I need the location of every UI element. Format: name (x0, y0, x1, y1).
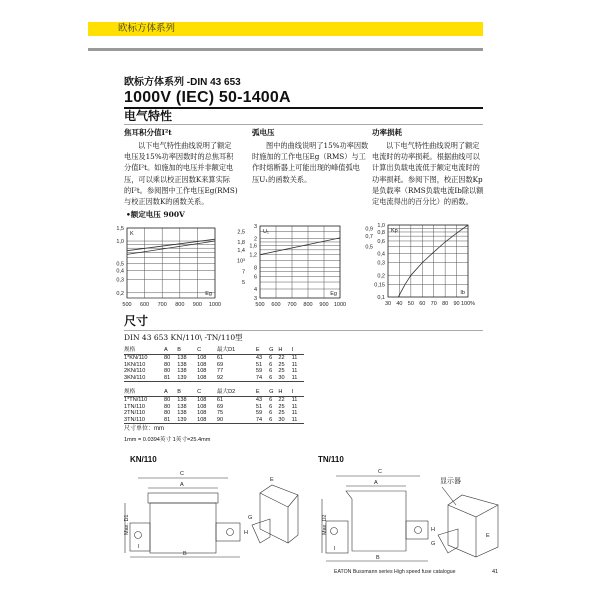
table-cell: 138 (177, 403, 187, 410)
dimensions-table-tn (124, 388, 304, 424)
paragraph-line: 功率损耗。参阅下图，校正因数Kp (372, 174, 483, 184)
table-cell: 11 (292, 375, 304, 382)
paragraph-line: 电流时的功率损耗。根据曲线可以 (372, 152, 480, 162)
table-cell: 最大D2 (217, 388, 256, 397)
y-tick-label: 0,4 (377, 251, 385, 258)
section-heading-dimensions: 尺寸 (124, 314, 149, 328)
table-cell: 11 (291, 361, 298, 368)
table-cell: 108 (197, 397, 207, 403)
arc-voltage-chart (224, 218, 346, 310)
x-tick-label: 700 (157, 302, 167, 308)
table-cell: G (269, 346, 278, 355)
table-cell: 3KN/110 (124, 375, 164, 382)
table-cell: I (292, 388, 304, 397)
x-tick-label: 600 (140, 302, 150, 308)
table-cell: 11 (291, 368, 298, 374)
drawing-label-kn: KN/110 (130, 455, 157, 464)
table-cell: 59 (255, 410, 263, 416)
paragraph-line: 计算出负载电流低于额定电流时的 (372, 163, 480, 173)
x-tick-label: 1000 (333, 302, 346, 308)
y-tick-label: 8 (253, 265, 257, 272)
mounting-hole (331, 528, 338, 535)
x-tick-label: 40 (396, 301, 403, 307)
y-tick-label: 0,3 (116, 277, 124, 284)
paragraph-line: 压，可以乘以校正因数K来算实际 (124, 174, 230, 184)
y-tick-label: 1,5 (116, 226, 124, 232)
x-tick-label: 900 (192, 302, 202, 308)
mounting-hole (135, 532, 142, 539)
table-cell: 108 (197, 361, 207, 368)
table-cell: 138 (177, 355, 187, 361)
paragraph-line: 压U₁的函数关系。 (252, 174, 312, 184)
paragraph-line: 是负载率（RMS负载电流Ib除以额 (372, 185, 484, 195)
table-cell: 108 (197, 410, 207, 416)
table-cell: 81 (164, 417, 177, 424)
table-row (124, 355, 304, 362)
table-cell: 74 (256, 375, 269, 382)
table-cell: 6 (269, 368, 273, 374)
table-cell: 25 (278, 368, 285, 374)
table-cell: 108 (197, 375, 217, 382)
table-cell: 90 (217, 417, 256, 424)
y-axis-label: U₁ (263, 229, 269, 235)
dim-label: C (180, 471, 184, 477)
paragraph (252, 140, 368, 185)
section-heading-electrical: 电气特性 (124, 109, 173, 123)
power-loss-chart (350, 217, 478, 310)
dim-label: A (374, 480, 378, 486)
x-axis-label: Ib (460, 290, 465, 296)
y-tick-label: 10³ (237, 258, 245, 265)
table-cell: 规格 (124, 346, 164, 355)
rating-title: 1000V (IEC) 50-1400A (124, 89, 291, 106)
table-cell: 2KN/110 (124, 368, 146, 374)
x-tick-label: 800 (303, 302, 313, 308)
table-cell: 6 (269, 361, 273, 368)
x-tick-label: 500 (122, 302, 132, 308)
table-cell: 51 (255, 361, 263, 368)
table-cell: 80 (164, 397, 171, 403)
k-factor-chart (100, 220, 225, 310)
x-tick-label: 600 (271, 302, 281, 308)
fuse-3d-view (260, 485, 298, 543)
fuse-body (150, 503, 216, 553)
table-cell: E (256, 388, 269, 397)
table-cell: 6 (269, 403, 273, 410)
paragraph-line: 作时熔断器上可能出现的峰值弧电 (252, 163, 360, 173)
table-cell: A (164, 346, 177, 355)
dim-label: B (183, 551, 187, 557)
paragraph-line: 时施加的工作电压Eg（RMS）与工 (252, 152, 366, 162)
table-cell: 108 (197, 368, 207, 374)
column-heading: 焦耳积分值I²t (124, 128, 172, 137)
table-cell: B (177, 346, 197, 355)
table-cell: 139 (177, 417, 197, 424)
table-cell: G (269, 388, 278, 397)
dim-label: G (431, 541, 436, 547)
table-cell: 22 (278, 355, 285, 361)
table-cell: 11 (291, 355, 298, 361)
y-tick-label: 4 (253, 287, 257, 294)
conversion-note: 1mm = 0.0394英寸 1英寸=25.4mm (124, 437, 211, 443)
y-tick-label: 0,5 (116, 261, 124, 268)
paragraph-line: 电压及15%功率因数时的总焦耳积 (124, 152, 234, 162)
y-tick-label: 2,5 (237, 229, 245, 236)
y-tick-label: 0,8 (377, 229, 385, 236)
divider (124, 330, 483, 331)
plot-frame (260, 226, 340, 298)
mounting-hole (227, 529, 234, 536)
units-note: 尺寸单位：mm (124, 426, 164, 432)
paragraph-line: 以下电气特性曲线说明了额定 (138, 141, 232, 150)
table-cell: I (292, 346, 304, 355)
x-axis-label: Eg (330, 291, 337, 297)
fuse-blade (130, 523, 150, 551)
y-tick-label: 1,6 (249, 243, 257, 250)
table-row (124, 375, 304, 382)
table-cell: 11 (291, 397, 298, 403)
x-tick-label: 50 (407, 301, 414, 307)
table-row (124, 397, 304, 404)
plot-frame (127, 228, 215, 298)
indicator-label: 显示器 (440, 478, 461, 485)
paragraph-line: 以下电气特性曲线说明了额定 (386, 141, 480, 150)
table-cell: 108 (197, 403, 207, 410)
y-tick-label: 5 (241, 280, 245, 287)
table-cell: 最大D1 (217, 346, 256, 355)
y-tick-label: 0,1 (377, 295, 385, 301)
leader-line (442, 487, 456, 505)
paragraph-line: 分值I²t。如施加的电压并非额定电 (124, 163, 234, 173)
y-tick-label: 0,4 (116, 268, 124, 275)
table-cell: 138 (177, 410, 187, 416)
table-cell: 43 (255, 355, 263, 361)
table-cell: 6 (269, 355, 273, 361)
x-tick-label: 900 (319, 302, 329, 308)
divider (124, 107, 483, 109)
column-heading: 弧电压 (252, 128, 275, 137)
dim-label: I (334, 546, 336, 552)
table-cell: 6 (269, 410, 273, 416)
table-cell: 30 (278, 375, 291, 382)
x-tick-label: 80 (442, 301, 449, 307)
table-cell: 25 (278, 403, 285, 410)
table-cell: 108 (197, 417, 217, 424)
paragraph-line: 定电流得出的百分比）的函数。 (372, 197, 473, 207)
y-tick-label: 0,9 (365, 226, 373, 233)
y-tick-label: 1,8 (237, 239, 245, 246)
table-cell: 43 (255, 397, 263, 403)
dim-label: I (138, 544, 140, 550)
fuse-top (148, 493, 218, 503)
fuse-blade (406, 521, 428, 539)
table-cell: H (278, 388, 291, 397)
x-tick-label: 90 (453, 301, 460, 307)
table-row (124, 388, 304, 397)
y-tick-label: 2 (253, 236, 257, 243)
table-cell: 1*TN/110 (124, 397, 148, 403)
table-cell: 80 (164, 368, 171, 374)
table-cell: 2TN/110 (124, 410, 146, 416)
table-cell: 22 (278, 397, 285, 403)
y-tick-label: 0,3 (377, 260, 385, 267)
paragraph (124, 140, 240, 207)
table-cell: 11 (291, 403, 298, 410)
tn-fuse-drawing (318, 465, 508, 565)
x-tick-label: 60 (419, 301, 426, 307)
table-cell: 59 (255, 368, 263, 374)
fuse-3d-blade (252, 519, 270, 543)
dim-label: A (180, 482, 184, 488)
y-tick-label: 6 (253, 274, 257, 281)
table-cell: A (164, 388, 177, 397)
y-tick-label: 0,2 (116, 290, 124, 297)
table-cell: E (256, 346, 269, 355)
table-cell: 138 (177, 368, 187, 374)
table-cell: 80 (164, 410, 171, 416)
divider (124, 124, 483, 125)
table-cell: 69 (216, 361, 224, 368)
kn-fuse-drawing (120, 465, 300, 560)
y-tick-label: 0,6 (377, 238, 385, 245)
dim-label: E (270, 477, 274, 483)
table-cell: 11 (291, 410, 298, 416)
table-cell: 81 (164, 375, 177, 382)
table-cell: 138 (177, 397, 187, 403)
table-cell: 规格 (124, 388, 164, 397)
series-line (260, 238, 340, 255)
drawing-label-tn: TN/110 (318, 455, 344, 464)
dim-label: E (486, 533, 490, 539)
table-cell: 108 (197, 355, 207, 361)
table-cell: 6 (269, 417, 278, 424)
table-cell: 75 (216, 410, 224, 416)
y-tick-label: 1,0 (116, 239, 124, 246)
table-cell: 61 (216, 355, 224, 361)
plot-frame (388, 225, 468, 297)
table-cell: 6 (269, 375, 278, 382)
dim-label: H (431, 527, 435, 533)
y-axis-label: K (130, 231, 134, 237)
table-cell: 77 (216, 368, 224, 374)
paragraph-line: 的I²t。参阅图中工作电压Eg(RMS) (124, 185, 238, 195)
mounting-hole (415, 527, 422, 534)
table-cell: 138 (177, 361, 187, 368)
x-tick-label: 100% (460, 301, 476, 307)
rated-voltage-note: •额定电压 900V (126, 210, 185, 219)
table-cell: C (197, 388, 217, 397)
table-cell: H (278, 346, 291, 355)
x-tick-label: 70 (430, 301, 437, 307)
x-tick-label: 800 (175, 302, 185, 308)
dim-label: G (248, 515, 253, 521)
page-number: 41 (492, 569, 499, 575)
fuse-blade (326, 521, 348, 553)
fuse-blade (216, 523, 240, 541)
table-cell: 92 (217, 375, 256, 382)
column-heading: 功率损耗 (372, 128, 402, 137)
table-cell: B (177, 388, 197, 397)
table-cell: 80 (164, 403, 171, 410)
x-axis-label: Eg (205, 291, 212, 297)
table-cell: 1*KN/110 (124, 355, 148, 361)
y-tick-label: 0,5 (365, 244, 373, 251)
table-row (124, 417, 304, 424)
table-cell: 25 (278, 410, 285, 416)
y-tick-label: 3 (253, 224, 257, 230)
table-cell: 69 (216, 403, 224, 410)
band-title: 欧标方体系列 (118, 23, 176, 34)
y-axis-label: Kp (391, 228, 398, 234)
table-cell: 61 (216, 397, 224, 403)
dimensions-table-kn (124, 346, 304, 382)
y-tick-label: 1,2 (249, 252, 257, 259)
y-tick-label: 0,15 (374, 282, 385, 289)
paragraph-line: 与校正因数K的函数关系。 (124, 197, 209, 207)
series-title: 欧标方体系列 -DIN 43 653 (124, 77, 241, 88)
table-cell: 1TN/110 (124, 403, 146, 410)
y-tick-label: 7 (241, 269, 245, 276)
y-tick-label: 1,0 (377, 223, 385, 229)
table-cell: 1KN/110 (124, 361, 146, 368)
paragraph (372, 140, 488, 207)
table-row (124, 346, 304, 355)
dim-label: B (376, 555, 380, 561)
paragraph-line: 图中的曲线说明了15%功率因数 (266, 141, 369, 150)
dim-label: Max. D1 (124, 514, 130, 535)
section-band (88, 22, 483, 36)
table-cell: 139 (177, 375, 197, 382)
series-line (398, 225, 468, 297)
y-tick-label: 0,2 (377, 273, 385, 280)
x-tick-label: 30 (384, 301, 392, 307)
x-tick-label: 700 (287, 302, 297, 308)
table-cell: 74 (256, 417, 269, 424)
x-tick-label: 1000 (208, 302, 222, 308)
table-cell: 80 (164, 361, 171, 368)
table-cell: 6 (269, 397, 273, 403)
table-cell: 25 (278, 361, 285, 368)
table-cell: 3TN/110 (124, 417, 164, 424)
x-tick-label: 500 (255, 302, 265, 308)
table-cell: 80 (164, 355, 171, 361)
dim-label: Max. D2 (322, 514, 328, 535)
dim-label: H (244, 530, 248, 536)
y-tick-label: 0,7 (365, 234, 373, 241)
divider (88, 48, 483, 51)
table-cell: 51 (255, 403, 263, 410)
table-cell: C (197, 346, 217, 355)
dim-label: C (378, 469, 382, 475)
y-tick-label: 3 (253, 296, 257, 302)
table-cell: 30 (278, 417, 291, 424)
fuse-body (346, 491, 406, 551)
table-cell: 11 (292, 417, 304, 424)
footer-catalogue: EATON Bussmann series High speed fuse catalogue (334, 569, 456, 575)
y-tick-label: 1,4 (237, 247, 245, 254)
dimensions-subtitle: DIN 43 653 KN/110\ -TN/110型 (124, 333, 243, 342)
